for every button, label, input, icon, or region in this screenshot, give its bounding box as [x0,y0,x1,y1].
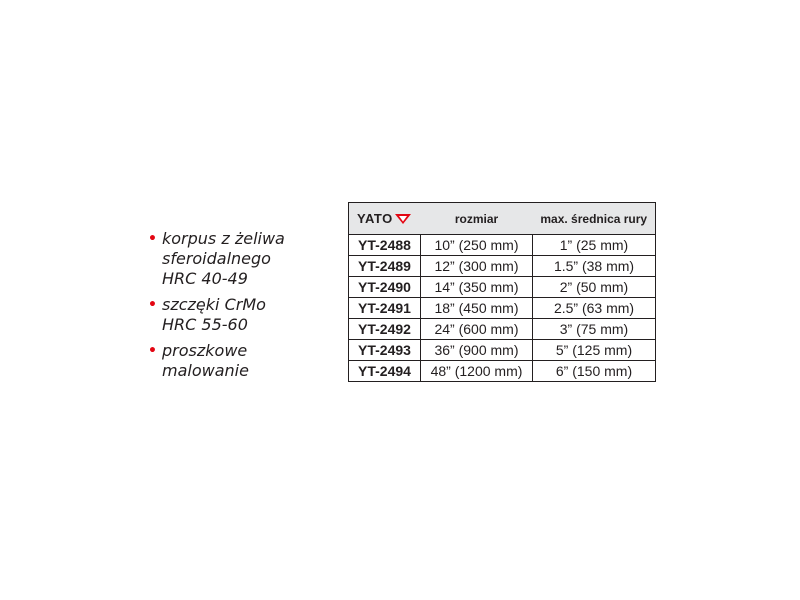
table-row [349,298,656,319]
size-cell: 10” (250 mm) [421,235,533,256]
bullet-icon: • [148,297,157,313]
max-diameter-column-header: max. średnica rury [533,203,656,235]
product-code: YT-2488 [349,235,421,256]
table-row [349,319,656,340]
feature-line: szczęki CrMo [162,295,266,314]
table-row [349,235,656,256]
max-diameter-cell: 1.5” (38 mm) [533,256,656,277]
feature-line: korpus z żeliwa [162,229,285,248]
table-row [349,277,656,298]
spec-table [348,202,656,382]
product-code: YT-2492 [349,319,421,340]
max-diameter-cell: 6” (150 mm) [533,361,656,382]
table-row [349,361,656,382]
feature-item [146,229,336,289]
brand-header-cell [349,203,421,235]
product-code: YT-2494 [349,361,421,382]
size-cell: 18” (450 mm) [421,298,533,319]
brand-name: YATO [357,211,393,226]
product-code: YT-2489 [349,256,421,277]
max-diameter-cell: 3” (75 mm) [533,319,656,340]
max-diameter-cell: 2.5” (63 mm) [533,298,656,319]
yato-logo-icon [395,213,411,225]
feature-line: HRC 40-49 [162,269,248,288]
table-row [349,256,656,277]
feature-line: proszkowe [162,341,248,360]
feature-item [146,341,336,381]
feature-line: malowanie [162,361,249,380]
feature-line: sferoidalnego [162,249,271,268]
bullet-icon: • [148,343,157,359]
table-row [349,340,656,361]
size-cell: 24” (600 mm) [421,319,533,340]
max-diameter-cell: 1” (25 mm) [533,235,656,256]
feature-item [146,295,336,335]
table-header-row [349,203,656,235]
product-code: YT-2491 [349,298,421,319]
bullet-icon: • [148,231,157,247]
product-code: YT-2490 [349,277,421,298]
size-column-header: rozmiar [421,203,533,235]
feature-line: HRC 55-60 [162,315,248,334]
size-cell: 36” (900 mm) [421,340,533,361]
brand-logo [357,211,411,226]
max-diameter-cell: 2” (50 mm) [533,277,656,298]
feature-list [146,229,336,387]
size-cell: 14” (350 mm) [421,277,533,298]
max-diameter-cell: 5” (125 mm) [533,340,656,361]
product-code: YT-2493 [349,340,421,361]
size-cell: 12” (300 mm) [421,256,533,277]
size-cell: 48” (1200 mm) [421,361,533,382]
